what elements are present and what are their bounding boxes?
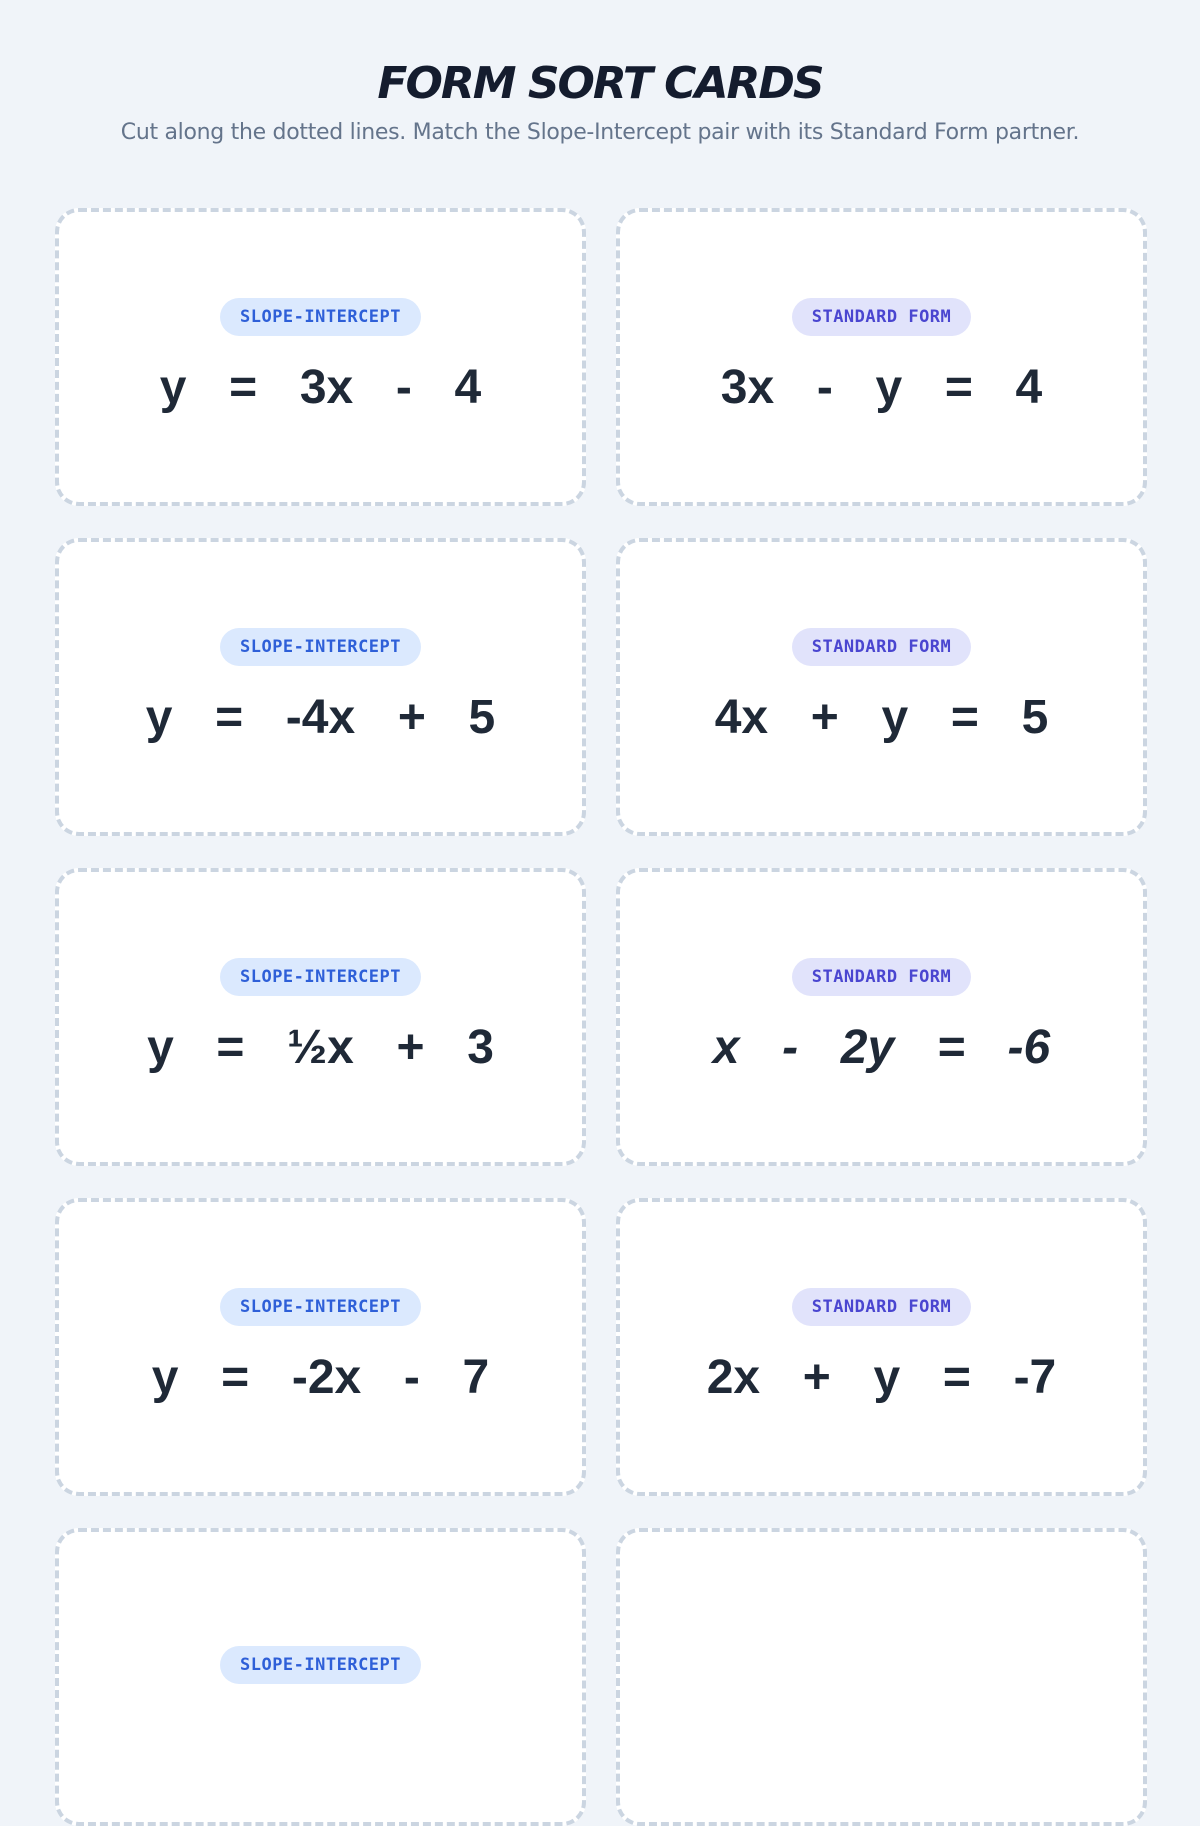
- standard-form-card[interactable]: [616, 1198, 1147, 1496]
- standard-form-card[interactable]: [616, 208, 1147, 506]
- slope-intercept-badge: SLOPE-INTERCEPT: [220, 298, 421, 336]
- equation: 4x + y = 5: [714, 691, 1049, 744]
- equation: y = 3x - 4: [159, 361, 482, 414]
- equation: 2x + y = -7: [706, 1351, 1057, 1404]
- standard-form-badge: STANDARD FORM: [792, 298, 972, 336]
- card-grid: [55, 208, 1147, 1826]
- slope-intercept-badge: SLOPE-INTERCEPT: [220, 1288, 421, 1326]
- standard-form-card[interactable]: [616, 1528, 1147, 1826]
- slope-intercept-card[interactable]: [55, 538, 586, 836]
- standard-form-card[interactable]: [616, 538, 1147, 836]
- standard-form-badge: STANDARD FORM: [792, 628, 972, 666]
- slope-intercept-card[interactable]: [55, 208, 586, 506]
- standard-form-badge: STANDARD FORM: [792, 958, 972, 996]
- slope-intercept-badge: SLOPE-INTERCEPT: [220, 628, 421, 666]
- equation: x - 2y = -6: [712, 1021, 1051, 1074]
- equation: y = -2x - 7: [151, 1351, 490, 1404]
- slope-intercept-card[interactable]: [55, 868, 586, 1166]
- standard-form-card[interactable]: [616, 868, 1147, 1166]
- equation: y = ½x + 3: [147, 1021, 494, 1074]
- slope-intercept-card[interactable]: [55, 1528, 586, 1826]
- slope-intercept-badge: SLOPE-INTERCEPT: [220, 958, 421, 996]
- standard-form-badge: STANDARD FORM: [792, 1288, 972, 1326]
- page-subtitle: Cut along the dotted lines. Match the Slope-Intercept pair with its Standard Form partner.: [120, 120, 1080, 145]
- slope-intercept-card[interactable]: [55, 1198, 586, 1496]
- slope-intercept-badge: SLOPE-INTERCEPT: [220, 1646, 421, 1684]
- equation: 3x - y = 4: [720, 361, 1043, 414]
- equation: y = -4x + 5: [145, 691, 496, 744]
- page-title: FORM SORT CARDS: [377, 58, 823, 109]
